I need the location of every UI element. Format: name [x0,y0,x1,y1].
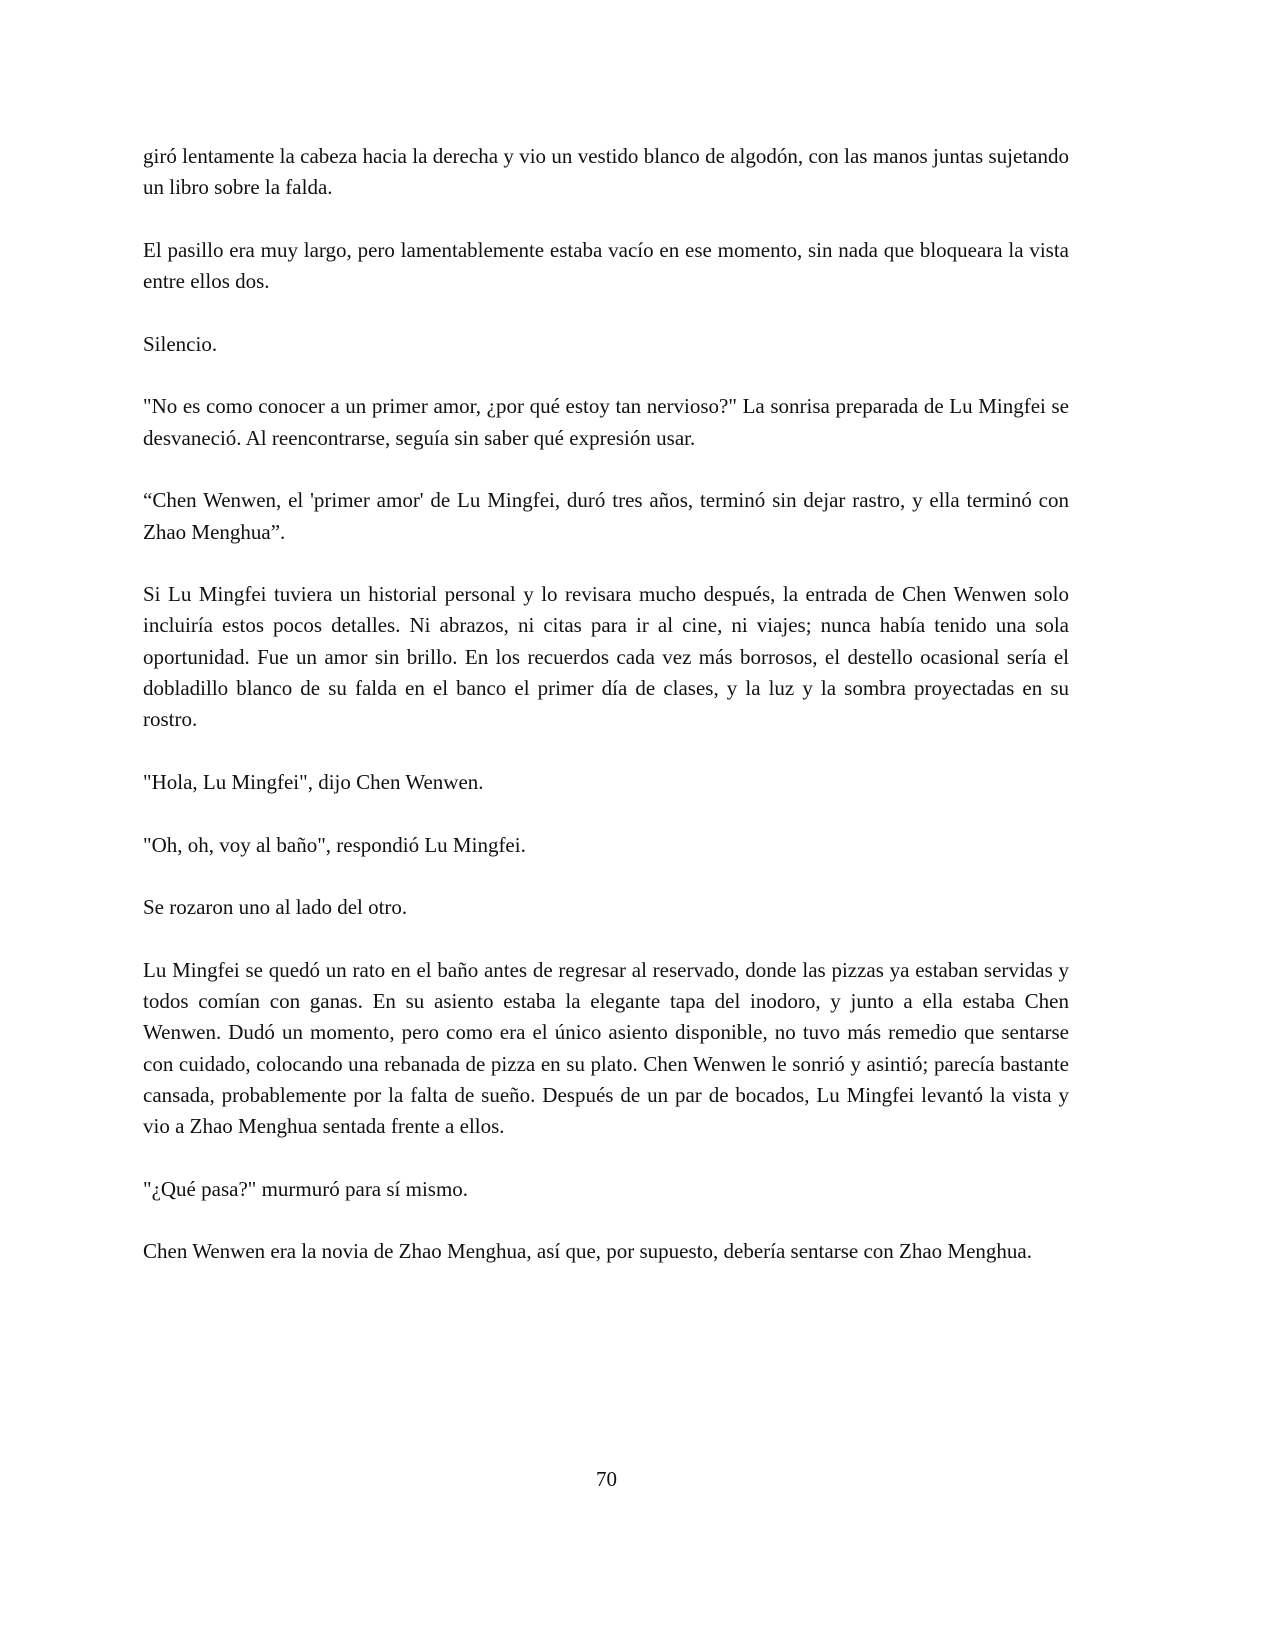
paragraph: "Hola, Lu Mingfei", dijo Chen Wenwen. [143,769,484,794]
paragraph: Si Lu Mingfei tuviera un historial personal y lo revisara mucho después, la entrada de Chen Wenwen solo incluiría estos pocos detalles. Ni abrazos, ni citas para ir al cine, ni viajes; nunca había tenido una sola oportunidad. Fue un amor sin brillo. En los recuerdos cada vez más borrosos, el destello ocasional sería el dobladillo blanco de su falda en el banco el primer día de clases, y la luz y la sombra proyectadas en su rostro. [143,582,1069,732]
paragraph: "¿Qué pasa?" murmuró para sí mismo. [143,1176,469,1201]
page-number: 70 [596,1467,617,1491]
paragraph: Silencio. [143,331,218,356]
paragraph: giró lentamente la cabeza hacia la derecha y vio un vestido blanco de algodón, con las manos juntas sujetando un libro sobre la falda. [143,144,1069,200]
paragraph: Chen Wenwen era la novia de Zhao Menghua, así que, por supuesto, debería sentarse con Zhao Menghua. [143,1239,1032,1264]
body-text [143,141,1069,1299]
paragraph: Se rozaron uno al lado del otro. [143,895,408,920]
paragraph: “Chen Wenwen, el 'primer amor' de Lu Mingfei, duró tres años, terminó sin dejar rastro, y ella terminó con Zhao Menghua”. [143,488,1069,544]
paragraph: "No es como conocer a un primer amor, ¿por qué estoy tan nervioso?" La sonrisa preparada de Lu Mingfei se desvaneció. Al reencontrarse, seguía sin saber qué expresión usar. [143,394,1069,450]
paragraph: Lu Mingfei se quedó un rato en el baño antes de regresar al reservado, donde las pizzas ya estaban servidas y todos comían con ganas. En su asiento estaba la elegante tapa del inodoro, y junto a ella estaba Chen Wenwen. Dudó un momento, pero como era el único asiento disponible, no tuvo más remedio que sentarse con cuidado, colocando una rebanada de pizza en su plato. Chen Wenwen le sonrió y asintió; parecía bastante cansada, probablemente por la falta de sueño. Después de un par de bocados, Lu Mingfei levantó la vista y vio a Zhao Menghua sentada frente a ellos. [143,957,1069,1139]
paragraph: "Oh, oh, voy al baño", respondió Lu Mingfei. [143,832,526,857]
paragraph: El pasillo era muy largo, pero lamentablemente estaba vacío en ese momento, sin nada que bloqueara la vista entre ellos dos. [143,237,1069,294]
